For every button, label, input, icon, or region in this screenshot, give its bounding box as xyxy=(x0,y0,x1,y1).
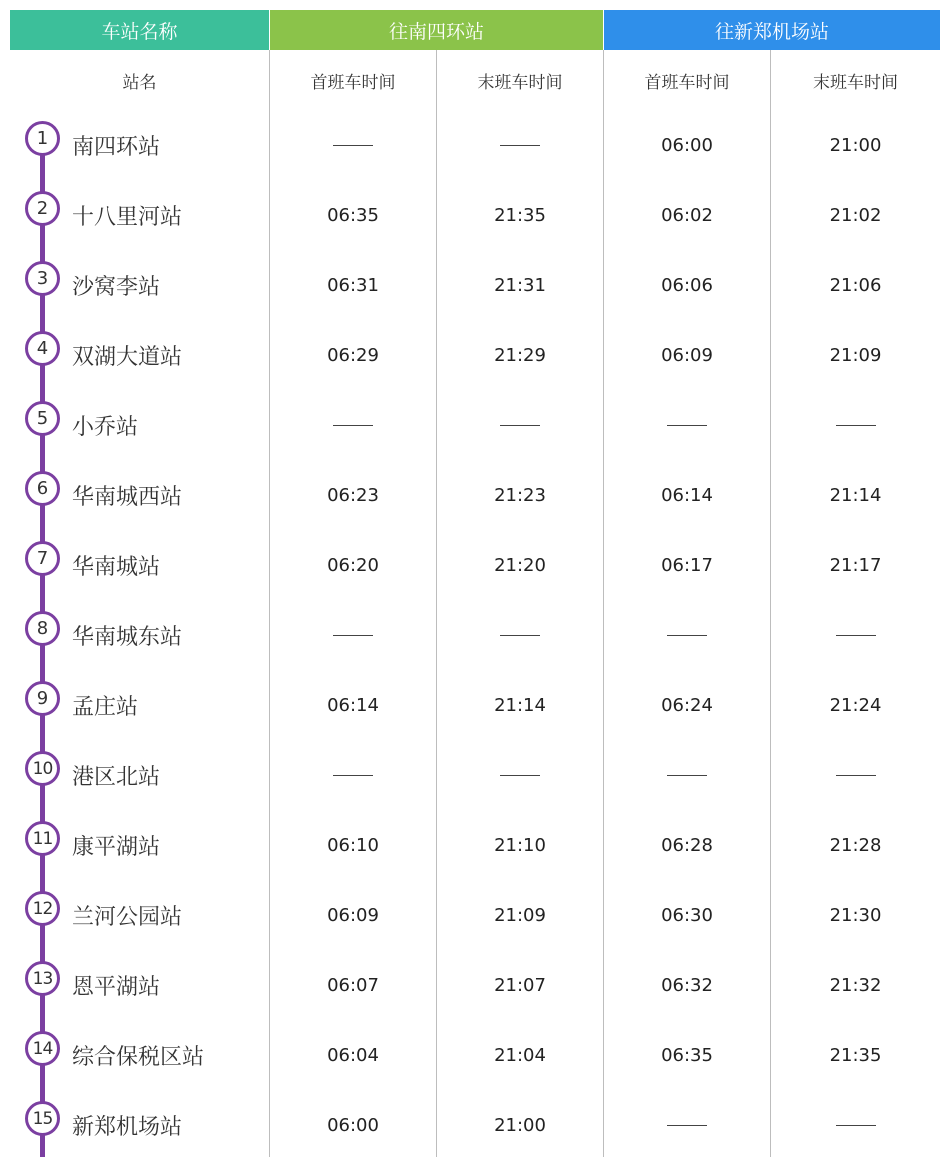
table-row xyxy=(0,180,945,250)
last-train-subheader-south: 末班车时间 xyxy=(477,72,563,93)
last-train-subheader-airport: 末班车时间 xyxy=(813,72,898,93)
no-service-dash xyxy=(836,635,876,636)
table-row xyxy=(0,740,945,810)
station-name: 恩平湖站 xyxy=(72,974,161,1000)
first-train-south-time: 06:10 xyxy=(327,834,379,856)
station-number-badge: 6 xyxy=(25,471,60,506)
last-train-south-time: 21:20 xyxy=(494,554,546,576)
no-service-dash xyxy=(836,425,876,426)
direction-airport-header: 往新郑机场站 xyxy=(604,10,940,50)
table-row xyxy=(0,1020,945,1090)
station-number-badge: 11 xyxy=(25,821,60,856)
table-row xyxy=(0,670,945,740)
first-train-south-time xyxy=(270,390,436,460)
station-name-subheader: 站名 xyxy=(122,72,157,93)
no-service-dash xyxy=(333,145,373,146)
station-column-header: 车站名称 xyxy=(10,10,269,50)
station-name: 兰河公园站 xyxy=(72,904,183,930)
table-row xyxy=(0,880,945,950)
first-train-south-time: 06:23 xyxy=(327,484,379,506)
station-name: 十八里河站 xyxy=(72,204,183,230)
no-service-dash xyxy=(500,425,540,426)
table-row xyxy=(0,530,945,600)
no-service-dash xyxy=(333,635,373,636)
first-train-south-time: 06:35 xyxy=(327,204,379,226)
last-train-airport-time: 21:35 xyxy=(829,1044,882,1066)
first-train-south-time xyxy=(270,740,436,810)
table-row xyxy=(0,600,945,670)
last-train-south-time: 21:14 xyxy=(494,694,546,716)
station-name: 南四环站 xyxy=(72,134,161,160)
station-number-badge: 15 xyxy=(25,1101,60,1136)
first-train-airport-time: 06:32 xyxy=(661,974,713,996)
no-service-dash xyxy=(667,635,707,636)
station-number-badge: 10 xyxy=(25,751,60,786)
first-train-airport-time: 06:00 xyxy=(661,134,713,156)
station-name: 综合保税区站 xyxy=(72,1044,205,1070)
no-service-dash xyxy=(667,1125,707,1126)
no-service-dash xyxy=(667,425,707,426)
station-number-badge: 8 xyxy=(25,611,60,646)
first-train-airport-time xyxy=(604,390,770,460)
first-train-airport-time: 06:06 xyxy=(661,274,713,296)
first-train-airport-time: 06:24 xyxy=(661,694,713,716)
last-train-airport-time xyxy=(771,390,940,460)
station-name: 港区北站 xyxy=(72,764,161,790)
first-train-south-time: 06:14 xyxy=(327,694,379,716)
last-train-south-time: 21:31 xyxy=(494,274,546,296)
station-number-badge: 5 xyxy=(25,401,60,436)
direction-south-header: 往南四环站 xyxy=(270,10,603,50)
station-name: 小乔站 xyxy=(72,414,139,440)
station-number-badge: 7 xyxy=(25,541,60,576)
last-train-airport-time: 21:30 xyxy=(829,904,882,926)
last-train-south-time xyxy=(437,600,603,670)
first-train-south-time: 06:20 xyxy=(327,554,379,576)
no-service-dash xyxy=(836,775,876,776)
table-row xyxy=(0,950,945,1020)
first-train-airport-time: 06:02 xyxy=(661,204,713,226)
last-train-south-time xyxy=(437,110,603,180)
station-name: 华南城东站 xyxy=(72,624,183,650)
last-train-airport-time: 21:32 xyxy=(829,974,882,996)
first-train-airport-time: 06:14 xyxy=(661,484,713,506)
no-service-dash xyxy=(836,1125,876,1126)
last-train-airport-time: 21:09 xyxy=(829,344,882,366)
no-service-dash xyxy=(333,775,373,776)
station-number-badge: 13 xyxy=(25,961,60,996)
station-name: 孟庄站 xyxy=(72,694,139,720)
first-train-south-time xyxy=(270,600,436,670)
first-train-airport-time: 06:30 xyxy=(661,904,713,926)
first-train-airport-time: 06:35 xyxy=(661,1044,713,1066)
station-number-badge: 9 xyxy=(25,681,60,716)
first-train-airport-time xyxy=(604,740,770,810)
station-number-badge: 1 xyxy=(25,121,60,156)
table-row xyxy=(0,110,945,180)
first-train-airport-time xyxy=(604,1090,770,1160)
table-row xyxy=(0,810,945,880)
last-train-south-time xyxy=(437,390,603,460)
station-number-badge: 3 xyxy=(25,261,60,296)
no-service-dash xyxy=(500,635,540,636)
station-number-badge: 4 xyxy=(25,331,60,366)
first-train-subheader-airport: 首班车时间 xyxy=(644,72,730,93)
last-train-south-time: 21:07 xyxy=(494,974,546,996)
table-row xyxy=(0,1090,945,1160)
no-service-dash xyxy=(667,775,707,776)
first-train-south-time: 06:31 xyxy=(327,274,379,296)
table-row xyxy=(0,320,945,390)
first-train-south-time: 06:09 xyxy=(327,904,379,926)
first-train-south-time xyxy=(270,110,436,180)
last-train-south-time: 21:10 xyxy=(494,834,546,856)
last-train-airport-time: 21:28 xyxy=(829,834,882,856)
station-name: 新郑机场站 xyxy=(72,1114,183,1140)
first-train-airport-time: 06:17 xyxy=(661,554,713,576)
table-row xyxy=(0,460,945,530)
station-name: 康平湖站 xyxy=(72,834,161,860)
station-number-badge: 14 xyxy=(25,1031,60,1066)
station-name: 华南城站 xyxy=(72,554,161,580)
last-train-south-time xyxy=(437,740,603,810)
table-row xyxy=(0,390,945,460)
last-train-airport-time: 21:00 xyxy=(829,134,882,156)
first-train-south-time: 06:00 xyxy=(327,1114,379,1136)
first-train-south-time: 06:29 xyxy=(327,344,379,366)
last-train-south-time: 21:35 xyxy=(494,204,546,226)
last-train-airport-time: 21:14 xyxy=(829,484,882,506)
last-train-south-time: 21:29 xyxy=(494,344,546,366)
station-name: 沙窝李站 xyxy=(72,274,161,300)
first-train-subheader-south: 首班车时间 xyxy=(310,72,396,93)
last-train-airport-time: 21:06 xyxy=(829,274,882,296)
station-number-badge: 2 xyxy=(25,191,60,226)
last-train-south-time: 21:09 xyxy=(494,904,546,926)
last-train-airport-time: 21:02 xyxy=(829,204,882,226)
first-train-south-time: 06:07 xyxy=(327,974,379,996)
last-train-airport-time: 21:24 xyxy=(829,694,882,716)
last-train-airport-time xyxy=(771,740,940,810)
last-train-south-time: 21:04 xyxy=(494,1044,546,1066)
table-row xyxy=(0,250,945,320)
last-train-south-time: 21:23 xyxy=(494,484,546,506)
station-number-badge: 12 xyxy=(25,891,60,926)
last-train-airport-time: 21:17 xyxy=(829,554,882,576)
last-train-airport-time xyxy=(771,1090,940,1160)
last-train-south-time: 21:00 xyxy=(494,1114,546,1136)
station-name: 双湖大道站 xyxy=(72,344,183,370)
station-name: 华南城西站 xyxy=(72,484,183,510)
first-train-airport-time: 06:09 xyxy=(661,344,713,366)
last-train-airport-time xyxy=(771,600,940,670)
first-train-airport-time: 06:28 xyxy=(661,834,713,856)
no-service-dash xyxy=(333,425,373,426)
no-service-dash xyxy=(500,145,540,146)
no-service-dash xyxy=(500,775,540,776)
first-train-south-time: 06:04 xyxy=(327,1044,379,1066)
first-train-airport-time xyxy=(604,600,770,670)
